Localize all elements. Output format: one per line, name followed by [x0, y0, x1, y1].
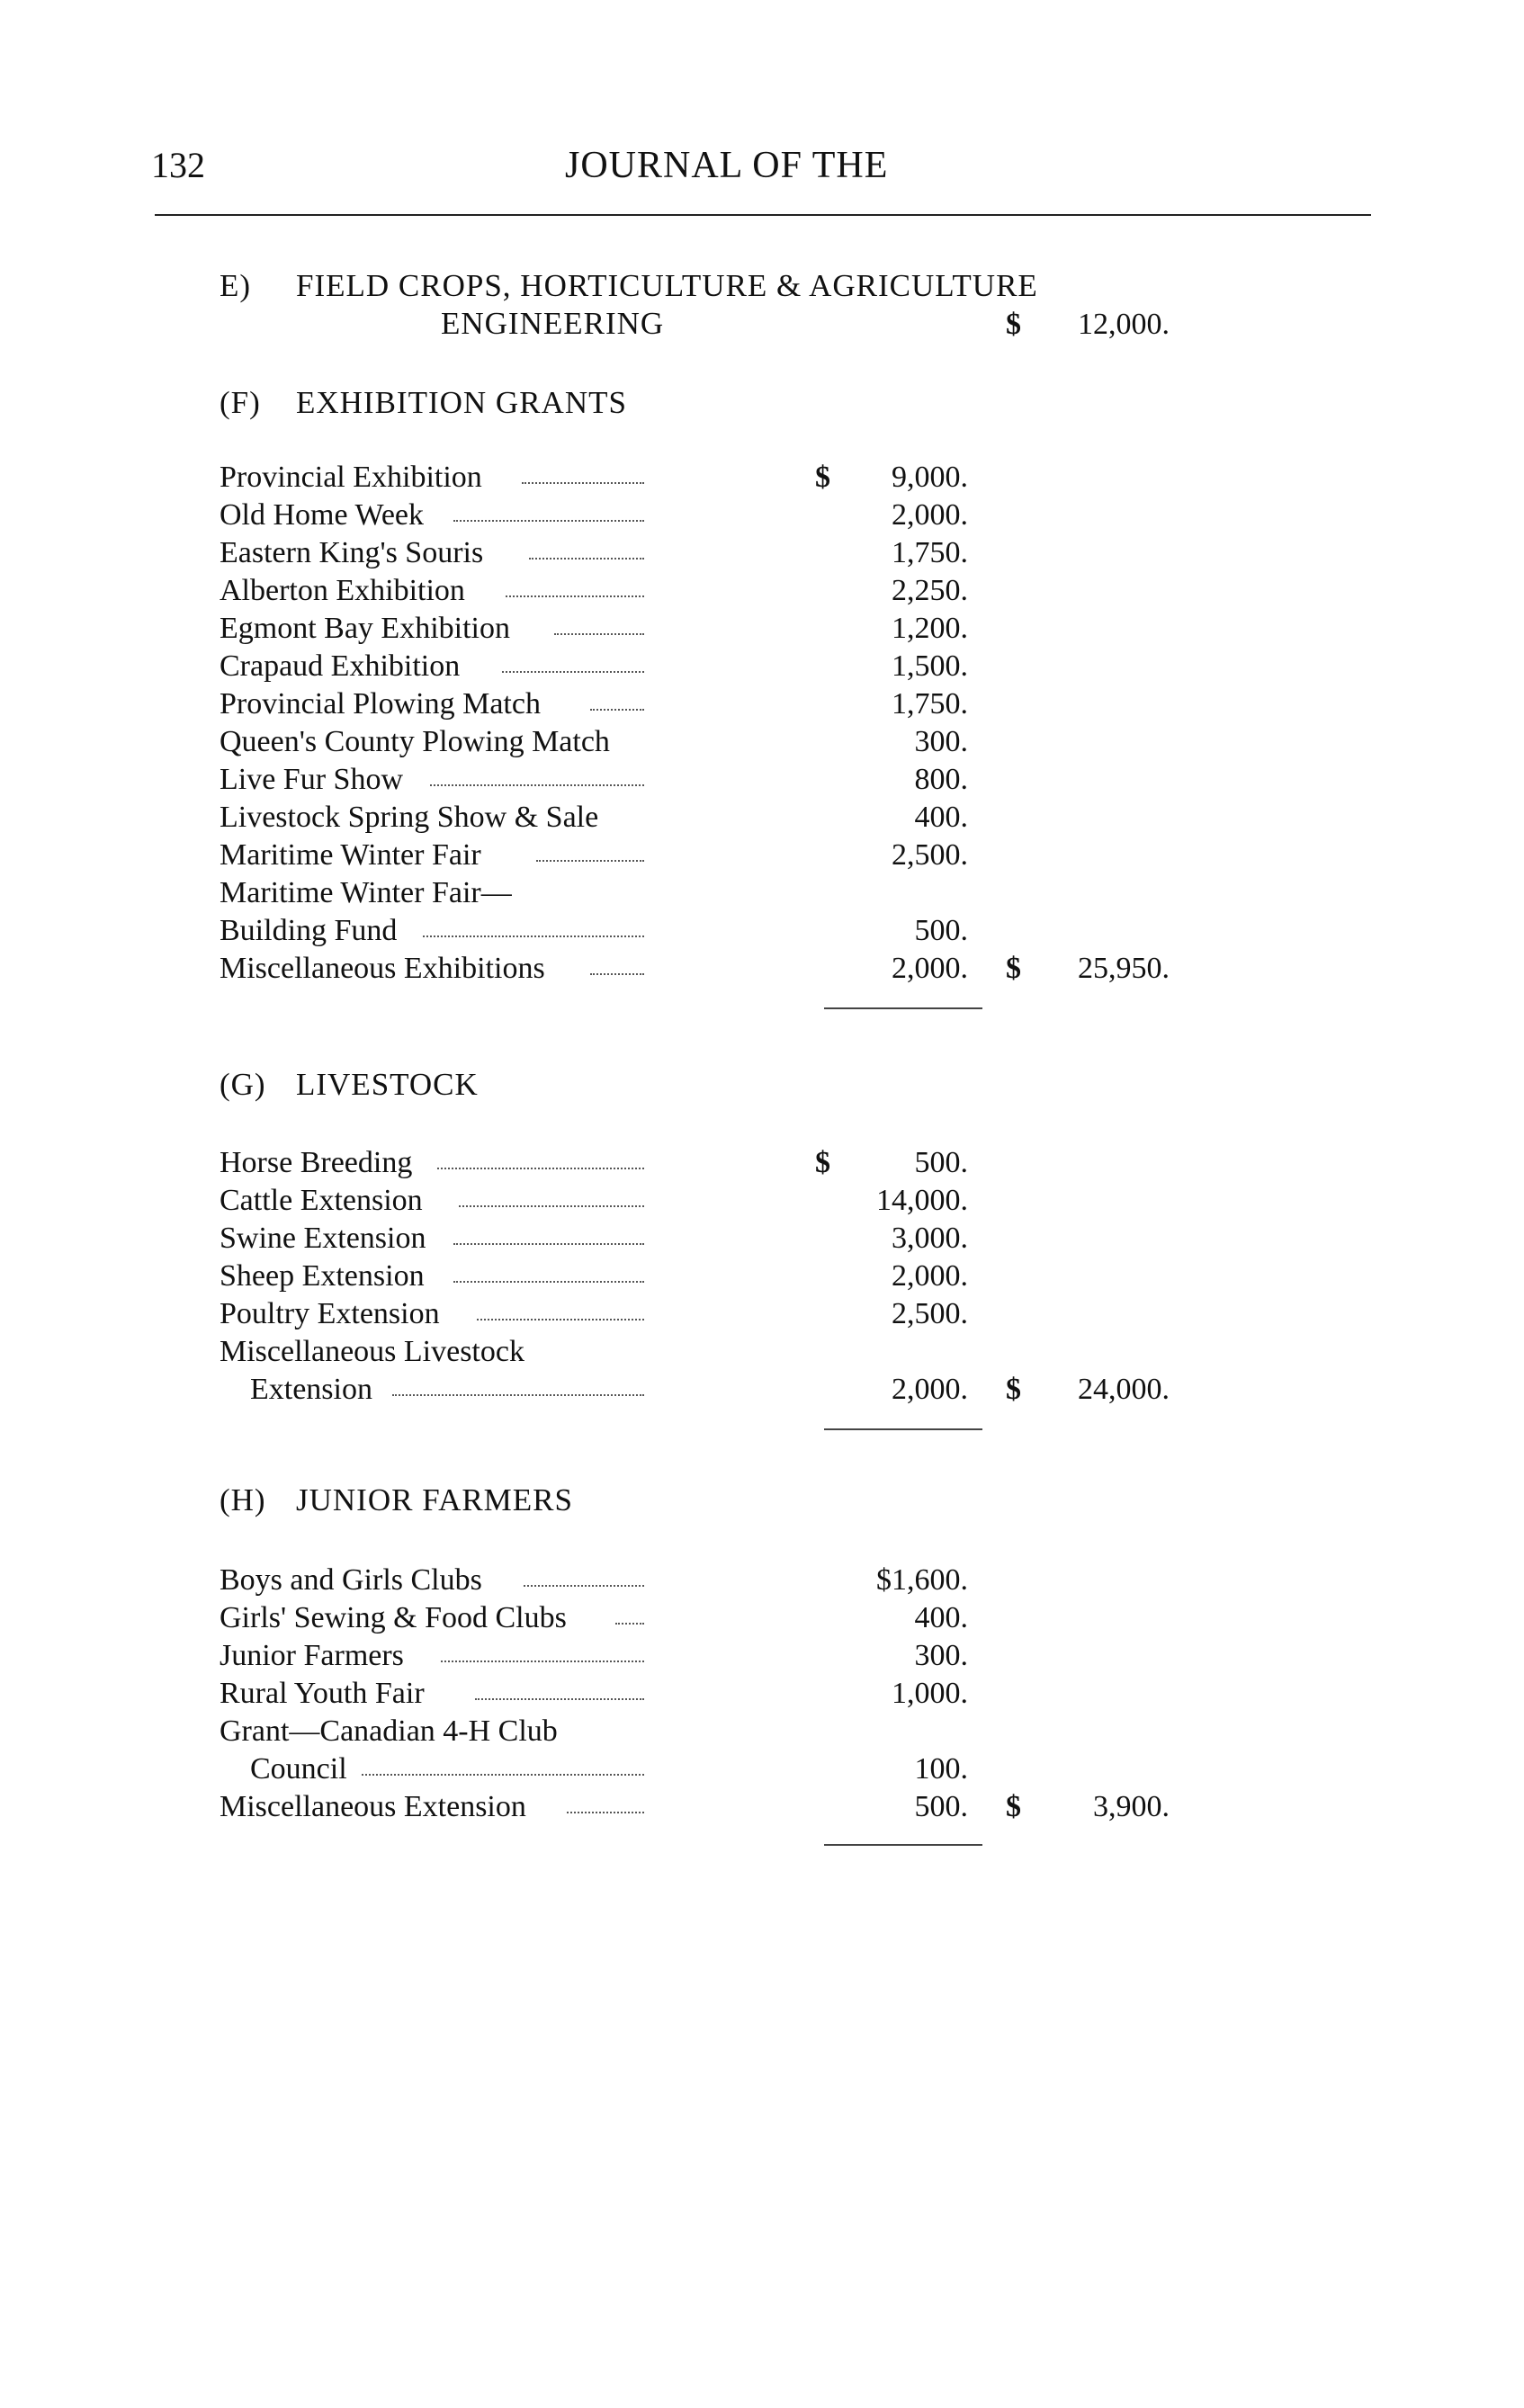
item-label: Livestock Spring Show & Sale	[220, 801, 599, 834]
item-amount: 1,500.	[892, 649, 968, 683]
leader-dots	[423, 935, 644, 937]
section-h-heading	[220, 1482, 573, 1518]
item-label: Horse Breeding	[220, 1146, 413, 1179]
item-amount: 500.	[914, 1146, 968, 1179]
item-amount: 2,500.	[892, 1297, 968, 1330]
item-amount: 800.	[914, 763, 968, 796]
leader-dots	[524, 1585, 644, 1587]
item-amount: 1,200.	[892, 612, 968, 645]
item-amount: 1,750.	[892, 687, 968, 721]
item-label: Miscellaneous Extension	[220, 1790, 526, 1823]
leader-dots	[502, 671, 644, 673]
item-amount: 300.	[914, 725, 968, 758]
section-total: 3,900.	[1093, 1790, 1170, 1823]
item-amount: 2,000.	[892, 498, 968, 532]
list-item	[0, 649, 1524, 687]
item-label: Council	[250, 1752, 347, 1786]
list-item	[0, 952, 1524, 989]
item-label: Girls' Sewing & Food Clubs	[220, 1601, 567, 1634]
item-amount: 14,000.	[876, 1184, 968, 1217]
item-amount: 300.	[914, 1639, 968, 1672]
leader-dots	[453, 1243, 644, 1245]
leader-dots	[453, 1281, 644, 1283]
item-label: Miscellaneous Livestock	[220, 1335, 524, 1368]
leader-dots	[590, 973, 644, 975]
section-f-title: EXHIBITION GRANTS	[296, 385, 627, 420]
item-label: Junior Farmers	[220, 1639, 404, 1672]
item-label: Alberton Exhibition	[220, 574, 465, 607]
list-item	[0, 1335, 1524, 1373]
section-e-heading	[220, 268, 1038, 304]
section-total-currency: $	[1006, 1790, 1021, 1823]
leader-dots	[437, 1168, 644, 1169]
item-label: Provincial Exhibition	[220, 461, 482, 494]
sum-rule	[824, 1007, 982, 1009]
item-label: Sheep Extension	[220, 1259, 425, 1293]
item-amount: 2,500.	[892, 838, 968, 872]
list-item	[0, 612, 1524, 649]
list-item	[0, 1373, 1524, 1410]
section-total-currency: $	[1006, 952, 1021, 985]
leader-dots	[453, 520, 644, 522]
list-item	[0, 838, 1524, 876]
item-amount: 2,000.	[892, 1259, 968, 1293]
list-item	[0, 914, 1524, 952]
leader-dots	[506, 595, 644, 597]
item-label: Miscellaneous Exhibitions	[220, 952, 545, 985]
item-label: Provincial Plowing Match	[220, 687, 541, 721]
leader-dots	[477, 1319, 644, 1320]
item-label: Maritime Winter Fair	[220, 838, 481, 872]
list-item	[0, 1146, 1524, 1184]
leader-dots	[536, 860, 644, 862]
list-item	[0, 461, 1524, 498]
list-item	[0, 1677, 1524, 1714]
list-item	[0, 1752, 1524, 1790]
section-g-heading	[220, 1067, 479, 1103]
item-amount: 9,000.	[892, 461, 968, 494]
section-f-heading	[220, 385, 627, 421]
section-g-title: LIVESTOCK	[296, 1067, 479, 1102]
list-item	[0, 1259, 1524, 1297]
section-f-letter: (F)	[220, 385, 261, 420]
section-total-currency: $	[1006, 1373, 1021, 1406]
item-amount: 2,000.	[892, 952, 968, 985]
page-number: 132	[151, 145, 205, 185]
list-item	[0, 687, 1524, 725]
item-amount: 500.	[914, 1790, 968, 1823]
list-item	[0, 801, 1524, 838]
leader-dots	[430, 784, 644, 786]
item-label: Live Fur Show	[220, 763, 403, 796]
section-g-letter: (G)	[220, 1067, 266, 1102]
section-total: 25,950.	[1078, 952, 1170, 985]
section-e-title-line1: FIELD CROPS, HORTICULTURE & AGRICULTURE	[296, 268, 1038, 303]
running-head: JOURNAL OF THE	[565, 145, 889, 186]
item-label: Old Home Week	[220, 498, 425, 532]
item-label: Queen's County Plowing Match	[220, 725, 610, 758]
section-total: 24,000.	[1078, 1373, 1170, 1406]
list-item	[0, 876, 1524, 914]
item-amount: 2,000.	[892, 1373, 968, 1406]
item-label: Eastern King's Souris	[220, 536, 484, 569]
item-label: Crapaud Exhibition	[220, 649, 461, 683]
item-label: Grant—Canadian 4-H Club	[220, 1714, 558, 1748]
list-item	[0, 574, 1524, 612]
list-item	[0, 1790, 1524, 1828]
item-label: Egmont Bay Exhibition	[220, 612, 510, 645]
item-amount: 400.	[914, 1601, 968, 1634]
item-label: Rural Youth Fair	[220, 1677, 425, 1710]
leader-dots	[441, 1661, 644, 1662]
item-label: Maritime Winter Fair—	[220, 876, 512, 909]
list-item	[0, 1639, 1524, 1677]
list-item	[0, 1184, 1524, 1222]
leader-dots	[567, 1812, 644, 1813]
leader-dots	[554, 633, 644, 635]
section-h-letter: (H)	[220, 1482, 266, 1517]
item-label: Poultry Extension	[220, 1297, 440, 1330]
item-label: Extension	[250, 1373, 372, 1406]
leader-dots	[475, 1698, 644, 1700]
item-amount: 100.	[914, 1752, 968, 1786]
leader-dots	[392, 1394, 644, 1396]
section-e-total-currency: $	[1006, 308, 1021, 341]
item-currency: $	[815, 1146, 830, 1179]
item-label: Building Fund	[220, 914, 398, 947]
header-rule	[155, 214, 1371, 216]
item-amount: $1,600.	[876, 1563, 968, 1597]
leader-dots	[522, 482, 644, 484]
section-e-total-row	[0, 308, 1524, 345]
section-e-total: 12,000.	[1078, 308, 1170, 341]
item-currency: $	[815, 461, 830, 494]
item-label: Boys and Girls Clubs	[220, 1563, 482, 1597]
list-item	[0, 1601, 1524, 1639]
leader-dots	[615, 1623, 644, 1625]
section-e-title-line2: ENGINEERING	[441, 306, 665, 341]
section-h-title: JUNIOR FARMERS	[296, 1482, 573, 1517]
list-item	[0, 1297, 1524, 1335]
leader-dots	[529, 558, 644, 559]
leader-dots	[362, 1774, 644, 1776]
list-item	[0, 1563, 1524, 1601]
section-e-letter: E)	[220, 268, 252, 303]
item-amount: 1,000.	[892, 1677, 968, 1710]
list-item	[0, 1222, 1524, 1259]
list-item	[0, 725, 1524, 763]
item-label: Swine Extension	[220, 1222, 426, 1255]
sum-rule	[824, 1428, 982, 1430]
item-amount: 3,000.	[892, 1222, 968, 1255]
list-item	[0, 1714, 1524, 1752]
item-amount: 500.	[914, 914, 968, 947]
item-amount: 400.	[914, 801, 968, 834]
sum-rule	[824, 1844, 982, 1846]
list-item	[0, 536, 1524, 574]
leader-dots	[590, 709, 644, 711]
item-label: Cattle Extension	[220, 1184, 423, 1217]
list-item	[0, 498, 1524, 536]
leader-dots	[459, 1205, 644, 1207]
item-amount: 2,250.	[892, 574, 968, 607]
list-item	[0, 763, 1524, 801]
item-amount: 1,750.	[892, 536, 968, 569]
